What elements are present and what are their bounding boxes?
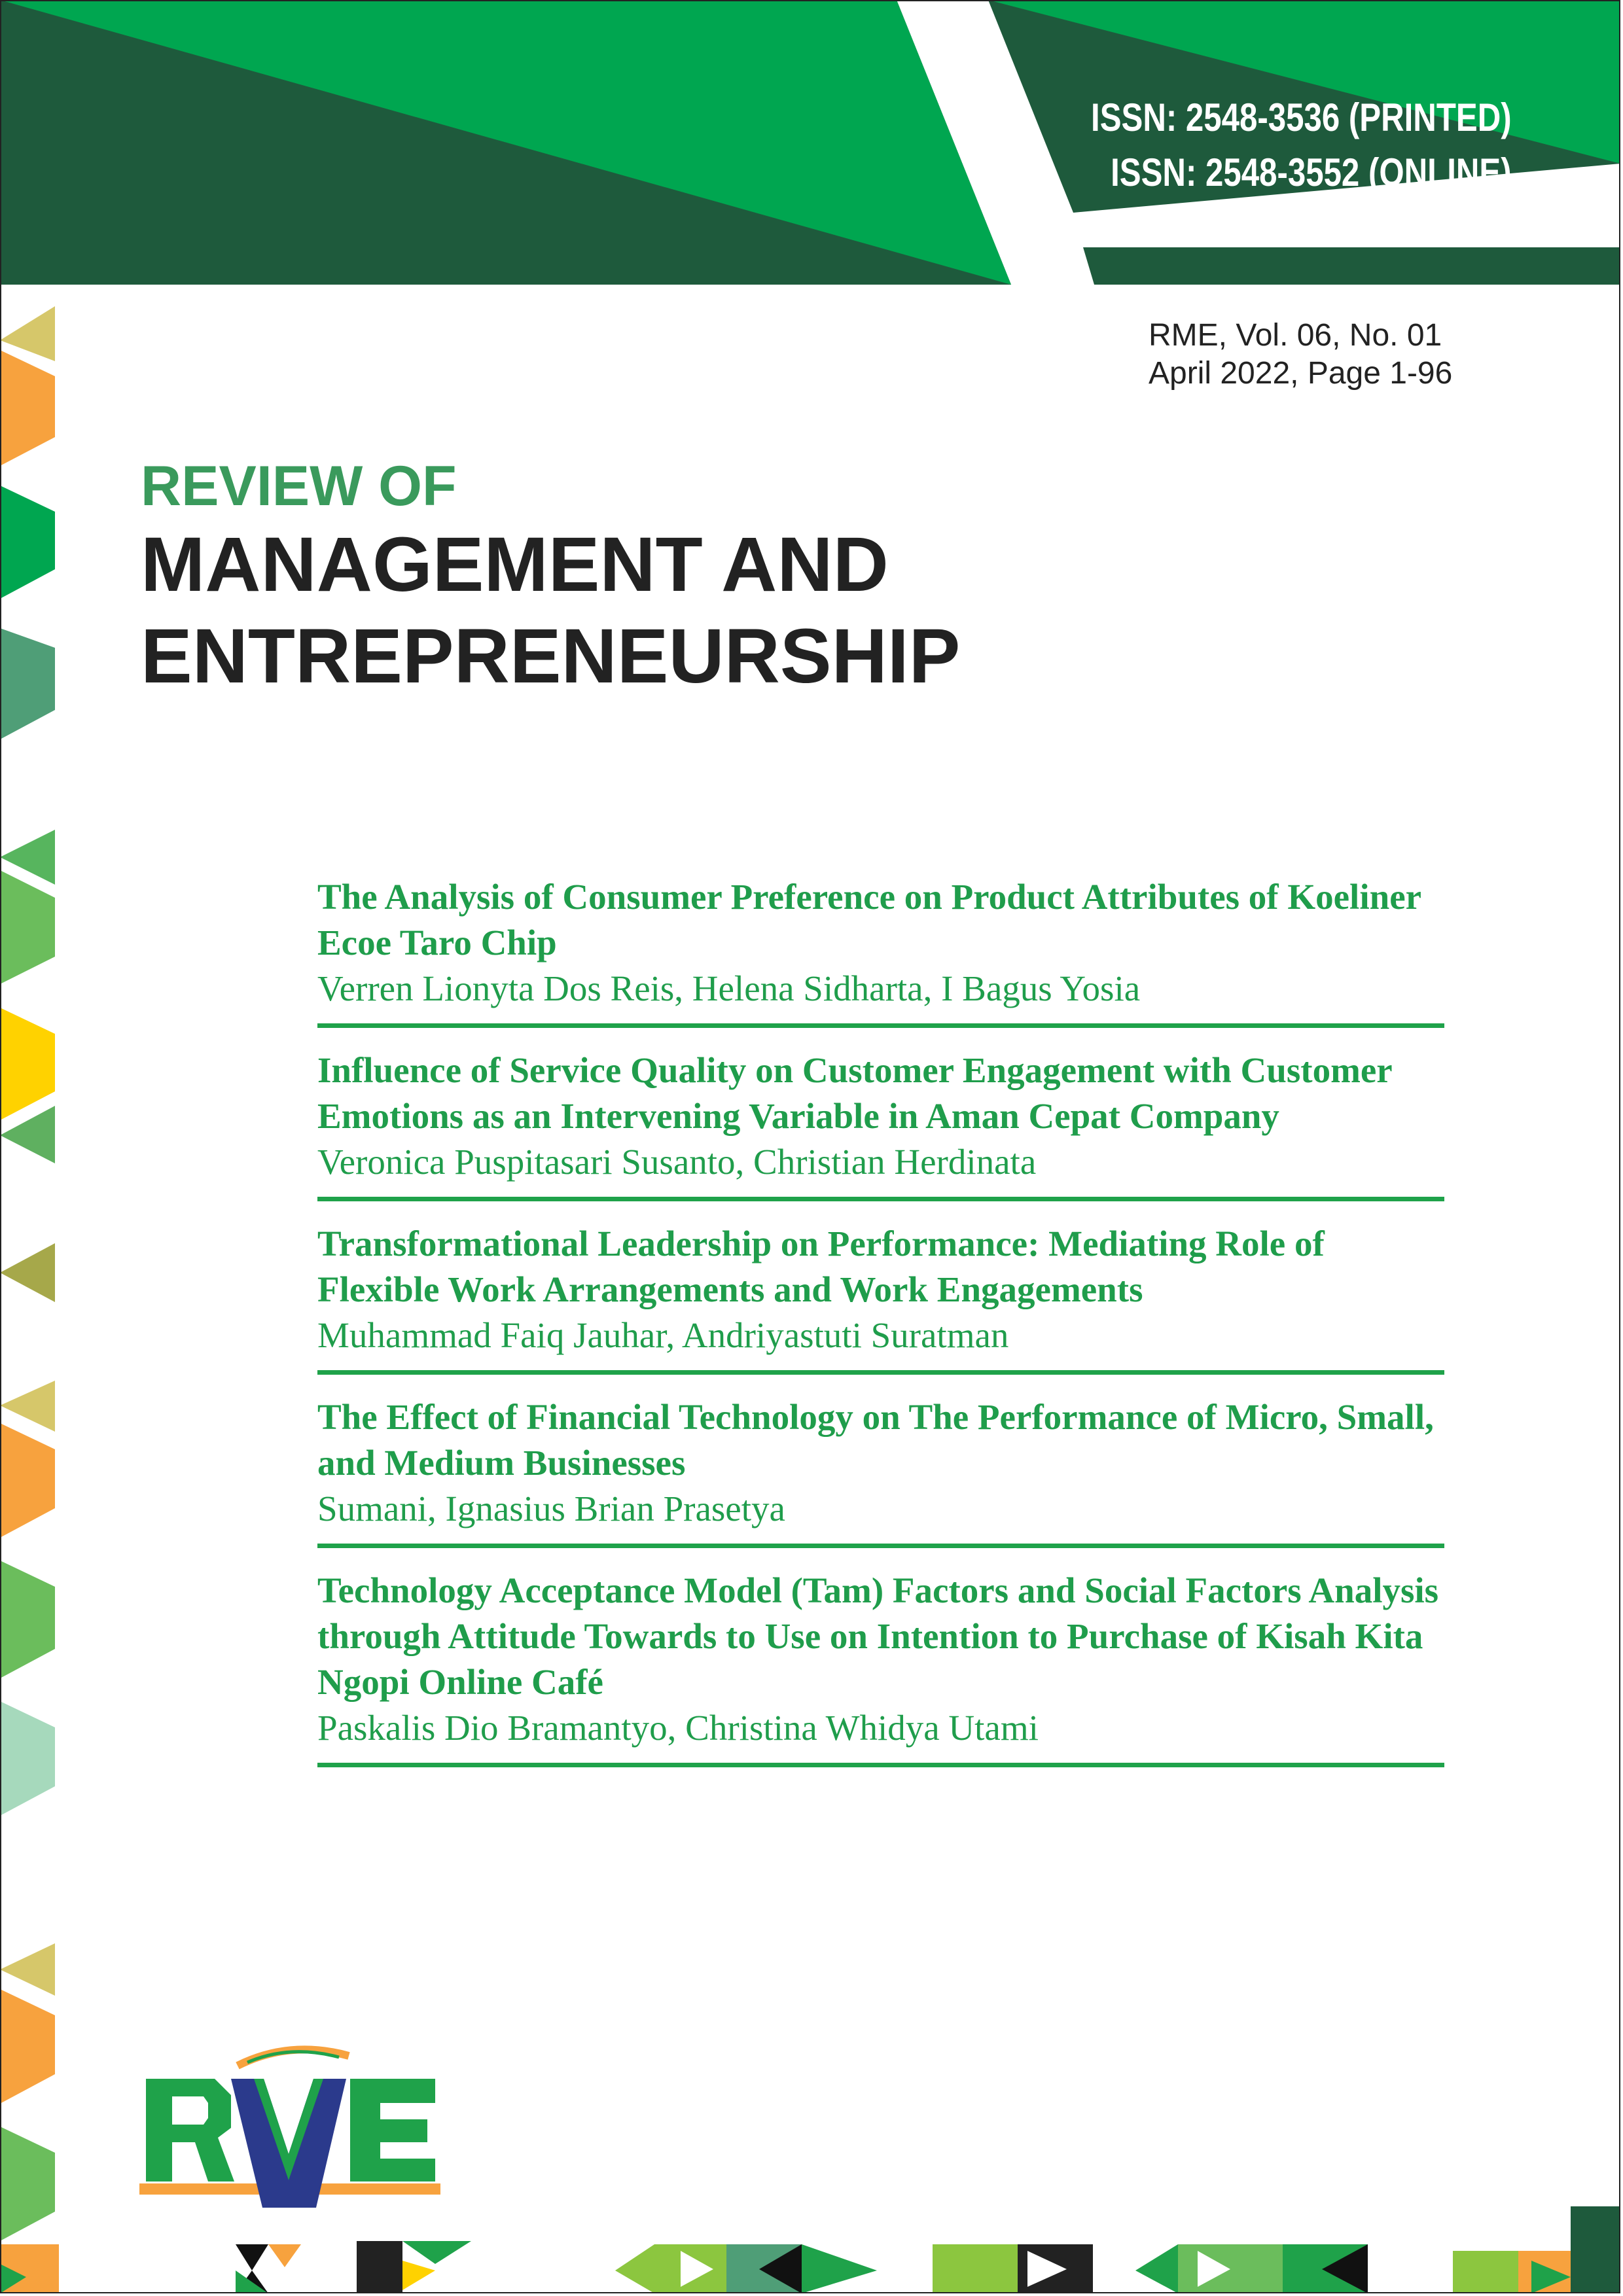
issn-printed: ISSN: 2548-3536 (PRINTED) xyxy=(1091,96,1512,139)
journal-title-line1: REVIEW OF xyxy=(141,455,457,518)
journal-title-line2: MANAGEMENT AND xyxy=(141,521,889,608)
article-title: Influence of Service Quality on Customer Engagement with Customer Emotions as an Intervening Variable in Aman Cepat Company xyxy=(317,1050,1392,1136)
article-title: The Analysis of Consumer Preference on Product Attributes of Koeliner Ecoe Taro Chip xyxy=(317,877,1421,963)
issue-info xyxy=(1149,317,1452,393)
issue-volume: RME, Vol. 06, No. 01 xyxy=(1149,318,1442,353)
article-title: Technology Acceptance Model (Tam) Factors and Social Factors Analysis through Attitude Towards to Use on Intention to Purchase of Kisah Kita Ngopi Online Café xyxy=(317,1570,1439,1702)
article-entry xyxy=(317,1221,1444,1375)
journal-title xyxy=(141,453,960,702)
article-title: The Effect of Financial Technology on The Performance of Micro, Small, and Medium Businesses xyxy=(317,1397,1434,1483)
article-entry xyxy=(317,1048,1444,1201)
article-entry xyxy=(317,1394,1444,1548)
article-authors: Verren Lionyta Dos Reis, Helena Sidharta, I Bagus Yosia xyxy=(317,968,1141,1008)
journal-title-line3: ENTREPRENEURSHIP xyxy=(141,613,961,699)
rme-logo xyxy=(139,2030,440,2213)
article-authors: Veronica Puspitasari Susanto, Christian Herdinata xyxy=(317,1142,1037,1182)
issue-date: April 2022, Page 1-96 xyxy=(1149,356,1453,391)
article-entry xyxy=(317,1568,1444,1767)
article-authors: Sumani, Ignasius Brian Prasetya xyxy=(317,1489,785,1528)
left-edge-pattern xyxy=(0,0,59,2296)
issn-online: ISSN: 2548-3552 (ONLINE) xyxy=(1111,150,1512,194)
article-title: Transformational Leadership on Performance: Mediating Role of Flexible Work Arrangements and Work Engagements xyxy=(317,1224,1325,1309)
issn-block xyxy=(999,90,1512,200)
article-entry xyxy=(317,874,1444,1028)
article-authors: Paskalis Dio Bramantyo, Christina Whidya Utami xyxy=(317,1708,1039,1748)
table-of-contents xyxy=(317,874,1444,1787)
article-authors: Muhammad Faiq Jauhar, Andriyastuti Suratman xyxy=(317,1315,1009,1355)
